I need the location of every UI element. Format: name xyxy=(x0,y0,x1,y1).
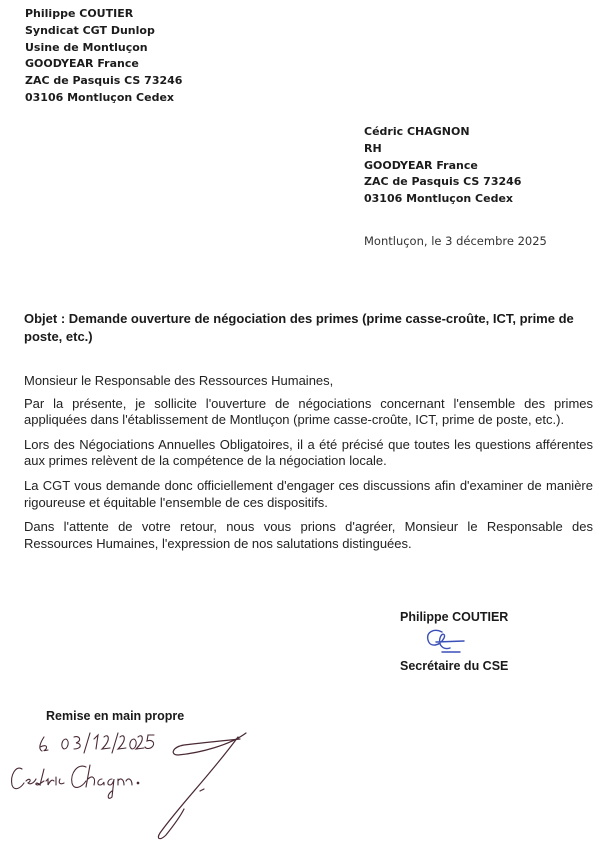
letter-subject: Objet : Demande ouverture de négociation des primes (prime casse-croûte, ICT, prime de poste, etc.) xyxy=(24,311,574,344)
sender-company: GOODYEAR France xyxy=(25,57,139,71)
recipient-department: RH xyxy=(364,141,382,155)
handwritten-name xyxy=(12,765,139,798)
body-paragraph: Par la présente, je sollicite l'ouverture de négociations concernant l'ensemble des primes appliquées dans l'établissement de Montluçon (prime casse-croûte, ICT, prime de poste, etc.). xyxy=(24,395,593,428)
recipient-name: Cédric CHAGNON xyxy=(364,125,470,138)
signatory-name: Philippe COUTIER xyxy=(400,610,509,624)
body-paragraph: Lors des Négociations Annuelles Obligatoires, il a été précisé que toutes les questions afférentes aux primes relèvent de la compétence de la négociation locale. xyxy=(24,436,593,469)
recipient-city: 03106 Montluçon Cedex xyxy=(364,192,513,206)
sender-union: Syndicat CGT Dunlop xyxy=(25,23,155,37)
letter-body xyxy=(24,373,593,560)
sender-name: Philippe COUTIER xyxy=(25,7,134,20)
sender-street: ZAC de Pasquis CS 73246 xyxy=(25,74,183,88)
sender-address-block xyxy=(25,6,182,107)
sender-city: 03106 Montluçon Cedex xyxy=(25,90,174,104)
body-paragraph: Dans l'attente de votre retour, nous vous prions d'agréer, Monsieur le Responsable des Ressources Humaines, l'expression de nos salutations distinguées. xyxy=(24,519,593,551)
recipient-street: ZAC de Pasquis CS 73246 xyxy=(364,175,522,189)
body-paragraph: La CGT vous demande donc officiellement d'engager ces discussions afin d'examiner de manière rigoureuse et équitable l'ensemble de ces dispositifs. xyxy=(24,477,593,510)
sender-plant: Usine de Montluçon xyxy=(25,40,148,54)
letter-date: Montluçon, le 3 décembre 2025 xyxy=(364,234,547,248)
handwritten-initials xyxy=(158,733,246,839)
salutation: Monsieur le Responsable des Ressources Humaines, xyxy=(24,373,334,388)
recipient-company: GOODYEAR France xyxy=(364,158,478,172)
recipient-address-block xyxy=(364,124,521,208)
signatory-title: Secrétaire du CSE xyxy=(400,659,509,673)
handwritten-date xyxy=(40,733,154,753)
handwritten-receipt-annotation xyxy=(0,725,300,859)
handwritten-signature-icon xyxy=(420,626,470,656)
receipt-label: Remise en main propre xyxy=(46,709,185,723)
